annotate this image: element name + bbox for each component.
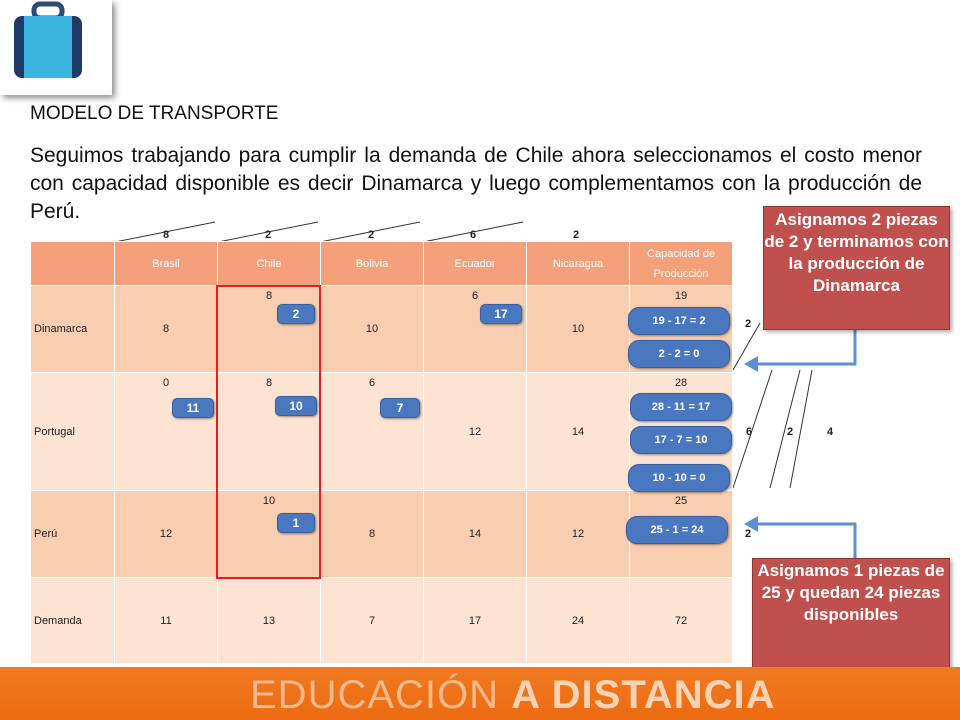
- cell-value: 12: [159, 528, 173, 540]
- cell-value: 8: [162, 323, 170, 335]
- cell-cost: 8: [265, 377, 273, 389]
- cell-cost: 6: [471, 290, 479, 302]
- cell-value: 10: [571, 323, 585, 335]
- table-cell: 17: [424, 578, 527, 664]
- calc-pill: 10 - 10 = 0: [628, 464, 730, 492]
- top-number: 6: [470, 229, 477, 241]
- slide-title: MODELO DE TRANSPORTE: [30, 103, 279, 124]
- intro-paragraph: Seguimos trabajando para cumplir la demanda de Chile ahora seleccionamos el costo menor con capacidad disponible es decir Dinamarca y luego complementamos con la producción de Perú.: [30, 144, 922, 223]
- cell-value: 12: [571, 528, 585, 540]
- table-cell: 11: [115, 578, 218, 664]
- allocation-badge: 17: [480, 304, 522, 324]
- arrow-head-icon: [744, 516, 758, 532]
- table-cell: 24: [527, 578, 630, 664]
- cell-value: 12: [468, 425, 482, 438]
- cell-value: 8: [368, 528, 376, 540]
- row-label-dinamarca: Dinamarca: [31, 286, 115, 373]
- cell-cost: 6: [368, 377, 376, 389]
- calc-pill: 17 - 7 = 10: [630, 426, 732, 454]
- header-capacidad: Capacidad de Producción: [630, 242, 733, 286]
- cell-value: 14: [571, 425, 585, 438]
- side-number: 2: [745, 318, 752, 330]
- row-label-portugal: Portugal: [31, 373, 115, 491]
- header-chile: Chile: [218, 242, 321, 286]
- row-label-peru: Perú: [31, 491, 115, 578]
- side-number: 2: [745, 528, 752, 540]
- cell-cost: 28: [674, 377, 688, 389]
- table-cell: 7: [321, 578, 424, 664]
- header-ecuador: Ecuador: [424, 242, 527, 286]
- side-number: 6: [746, 426, 753, 438]
- header-nicaragua: Nicaragua: [527, 242, 630, 286]
- top-number: 2: [573, 229, 580, 241]
- side-number: 2: [787, 426, 794, 438]
- row-label-demanda: Demanda: [31, 578, 115, 664]
- callout-dinamarca: Asignamos 2 piezas de 2 y terminamos con la producción de Dinamarca: [763, 206, 950, 330]
- calc-pill: 28 - 11 = 17: [630, 393, 732, 421]
- side-number: 4: [827, 426, 834, 438]
- cell-cost: 25: [674, 495, 688, 507]
- top-number: 8: [163, 229, 170, 241]
- cell-cost: 8: [265, 290, 273, 302]
- footer-brand-light: EDUCACIÓN: [250, 673, 512, 717]
- footer-brand: [250, 673, 775, 718]
- cell-cost: 0: [162, 377, 170, 389]
- calc-pill: 2 - 2 = 0: [628, 340, 730, 368]
- table-cell: 13: [218, 578, 321, 664]
- arrow-head-icon: [744, 356, 758, 372]
- callout-peru: Asignamos 1 piezas de 25 y quedan 24 piezas disponibles: [752, 558, 950, 680]
- calc-pill: 25 - 1 = 24: [626, 516, 728, 544]
- top-number: 2: [368, 229, 375, 241]
- calc-pill: 19 - 17 = 2: [628, 307, 730, 335]
- allocation-badge: 10: [275, 396, 317, 416]
- cell-cost: 19: [674, 290, 688, 302]
- footer-brand-strong: A DISTANCIA: [511, 673, 776, 717]
- cell-value: 14: [468, 528, 482, 540]
- allocation-badge: 7: [380, 398, 420, 418]
- allocation-badge: 11: [172, 398, 214, 418]
- cell-value: 10: [365, 323, 379, 335]
- allocation-badge: 2: [277, 304, 315, 324]
- table-cell: 72: [630, 578, 733, 664]
- allocation-badge: 1: [277, 513, 315, 533]
- top-number: 2: [265, 229, 272, 241]
- cell-cost: 10: [262, 495, 276, 507]
- header-bolivia: Bolivia: [321, 242, 424, 286]
- header-brasil: Brasil: [115, 242, 218, 286]
